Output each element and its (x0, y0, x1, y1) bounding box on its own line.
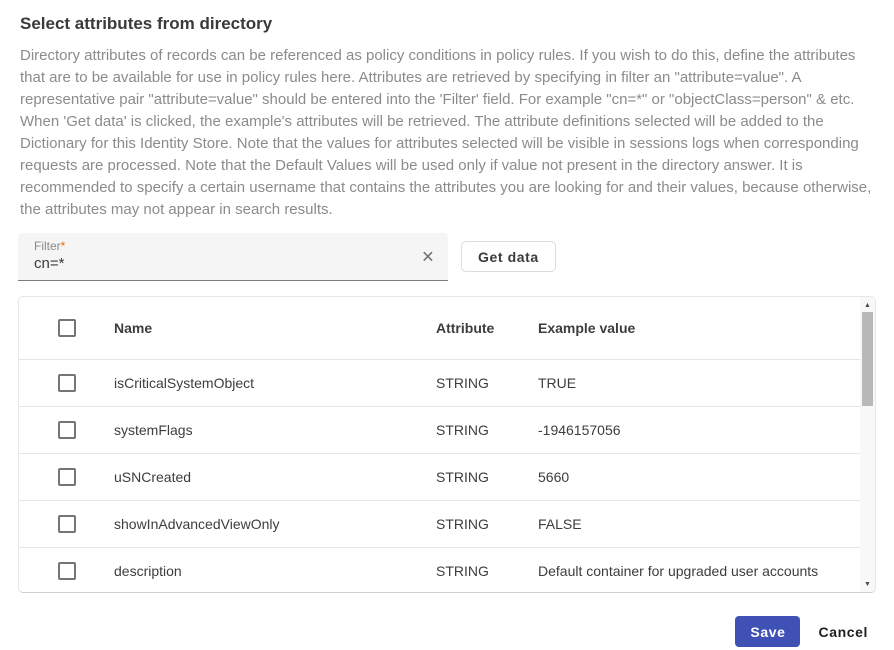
clear-filter-button[interactable] (418, 246, 438, 267)
attributes-table (18, 296, 876, 593)
table-scrollbar[interactable] (860, 297, 875, 592)
row-checkbox[interactable] (58, 468, 76, 486)
attribute-name: uSNCreated (114, 469, 192, 485)
scrollbar-thumb[interactable] (862, 312, 873, 406)
get-data-button[interactable]: Get data (461, 241, 556, 272)
row-checkbox[interactable] (58, 515, 76, 533)
scroll-up-arrow[interactable]: ▲ (864, 301, 871, 309)
dialog-title: Select attributes from directory (20, 14, 273, 33)
scroll-down-arrow[interactable]: ▼ (864, 580, 871, 588)
table-row (19, 453, 860, 500)
dialog-footer (18, 616, 884, 647)
row-checkbox[interactable] (58, 421, 76, 439)
filter-field[interactable] (18, 233, 448, 281)
table-row (19, 500, 860, 547)
save-button[interactable]: Save (735, 616, 800, 647)
filter-row (18, 233, 876, 281)
select-all-checkbox[interactable] (58, 319, 76, 337)
cancel-button[interactable]: Cancel (802, 616, 884, 647)
column-header-example-value: Example value (538, 320, 636, 336)
dialog-description: Directory attributes of records can be referenced as policy conditions in policy rules. If you wish to do this, define the attributes that are to be available for use in policy rules here. Attributes are retrieved by specifying in filter an "attribute=value". A representative pair "attribute=value" should be entered into the 'Filter' field. For example "cn=*" or "objectClass=person" & etc. When 'Get data' is clicked, the example's attributes will be retrieved. The attribute definitions selected will be added to the Dictionary for this Identity Store. Note that the values for attributes selected will be visible in sessions logs when corresponding requests are processed. Note that the Default Values will be used only if value not present in the directory answer. It is recommended to specify a certain username that contains the attributes you are looking for and their values, because otherwise, the attributes may not appear in search results. (20, 47, 872, 218)
attribute-example: -1946157056 (538, 422, 621, 438)
attribute-type: STRING (436, 516, 489, 532)
table-header-row (19, 297, 860, 359)
row-checkbox[interactable] (58, 374, 76, 392)
attribute-example: Default container for upgraded user accounts (538, 563, 819, 579)
attribute-example: TRUE (538, 375, 577, 391)
attribute-example: 5660 (538, 469, 570, 485)
attribute-type: STRING (436, 563, 489, 579)
close-icon: × (421, 245, 434, 268)
row-checkbox[interactable] (58, 562, 76, 580)
column-header-attribute: Attribute (436, 320, 495, 336)
attribute-name: systemFlags (114, 422, 193, 438)
attribute-name: description (114, 563, 182, 579)
filter-label: Filter* (34, 239, 66, 253)
required-asterisk: * (60, 239, 66, 253)
attribute-type: STRING (436, 422, 489, 438)
attribute-name: showInAdvancedViewOnly (114, 516, 280, 532)
attribute-example: FALSE (538, 516, 582, 532)
table-row (19, 406, 860, 453)
filter-input[interactable] (34, 253, 404, 272)
attribute-type: STRING (436, 469, 489, 485)
table-row (19, 547, 860, 593)
attribute-name: isCriticalSystemObject (114, 375, 255, 391)
column-header-name: Name (114, 320, 153, 336)
table-row (19, 359, 860, 406)
attribute-type: STRING (436, 375, 489, 391)
